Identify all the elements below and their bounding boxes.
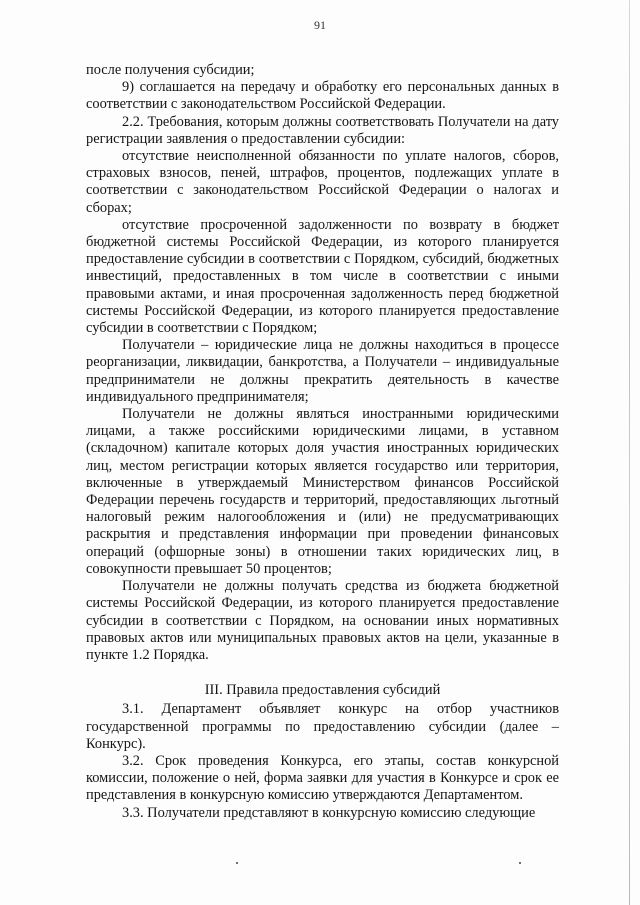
- section-paragraph-2: 3.3. Получатели представляют в конкурсную комиссию следующие: [122, 804, 536, 821]
- paragraph-5: Получатели – юридические лица не должны находиться в процессе реорганизации, ликвидации, банкротства, а Получатели – индивидуальные предприниматели не должны прекратить деятельность в качестве индивидуального предпринимателя;: [86, 337, 559, 405]
- page-number: 91: [314, 18, 326, 32]
- section-heading: III. Правила предоставления субсидий: [204, 682, 441, 699]
- section-paragraph-1: 3.2. Срок проведения Конкурса, его этапы, состав конкурсной комиссии, положение о ней, форма заявки для участия в Конкурсе и срок ее представления в конкурсную комиссию утверждаются Департаментом.: [86, 752, 559, 804]
- paragraph-1: 9) соглашается на передачу и обработку его персональных данных в соответствии с законодательством Российской Федерации.: [86, 79, 559, 113]
- section-paragraph-0: 3.1. Департамент объявляет конкурс на отбор участников государственной программы по предоставлению субсидии (далее – Конкурс).: [86, 701, 559, 752]
- paragraph-3: отсутствие неисполненной обязанности по уплате налогов, сборов, страховых взносов, пеней, штрафов, процентов, подлежащих уплате в соответствии с законодательством Российской Федерации о налогах и сборах;: [86, 148, 559, 216]
- paragraph-6: Получатели не должны являться иностранными юридическими лицами, а также российскими юридическими лицами, в уставном (складочном) капитале которых доля участия иностранных юридических лиц, местом регистрации которых является государство или территория, включенные в утверждаемый Министерством финансов Российской Федерации перечень государств и территорий, предоставляющих льготный налоговый режим налогообложения и (или) не предусматривающих раскрытия и представления информации при проведении финансовых операций (офшорные зоны) в отношении таких юридических лиц, в совокупности превышает 50 процентов;: [86, 406, 559, 577]
- scan-edge-line: [629, 0, 630, 905]
- paragraph-4: отсутствие просроченной задолженности по возврату в бюджет бюджетной системы Российской Федерации, из которого планируется предоставление субсидии в соответствии с Порядком, субсидий, бюджетных инвестиций, предоставленных в том числе в соответствии с иными правовыми актами, и иная просроченная задолженность перед бюджетной системы Российской Федерации, из которого планируется предоставление субсидии в соответствии с Порядком;: [86, 216, 559, 337]
- paragraph-2: 2.2. Требования, которым должны соответствовать Получатели на дату регистрации заявления о предоставлении субсидии:: [86, 113, 559, 147]
- document-body: [86, 62, 559, 822]
- scan-speck: [519, 862, 521, 864]
- paragraph-7: Получатели не должны получать средства из бюджета бюджетной системы Российской Федерации, из которого планируется предоставление субсидии в соответствии с Порядком, на основании иных нормативных правовых актов или муниципальных правовых актов на цели, указанные в пункте 1.2 Порядка.: [86, 578, 559, 663]
- paragraph-0: после получения субсидии;: [86, 62, 255, 78]
- scan-speck: [236, 862, 238, 864]
